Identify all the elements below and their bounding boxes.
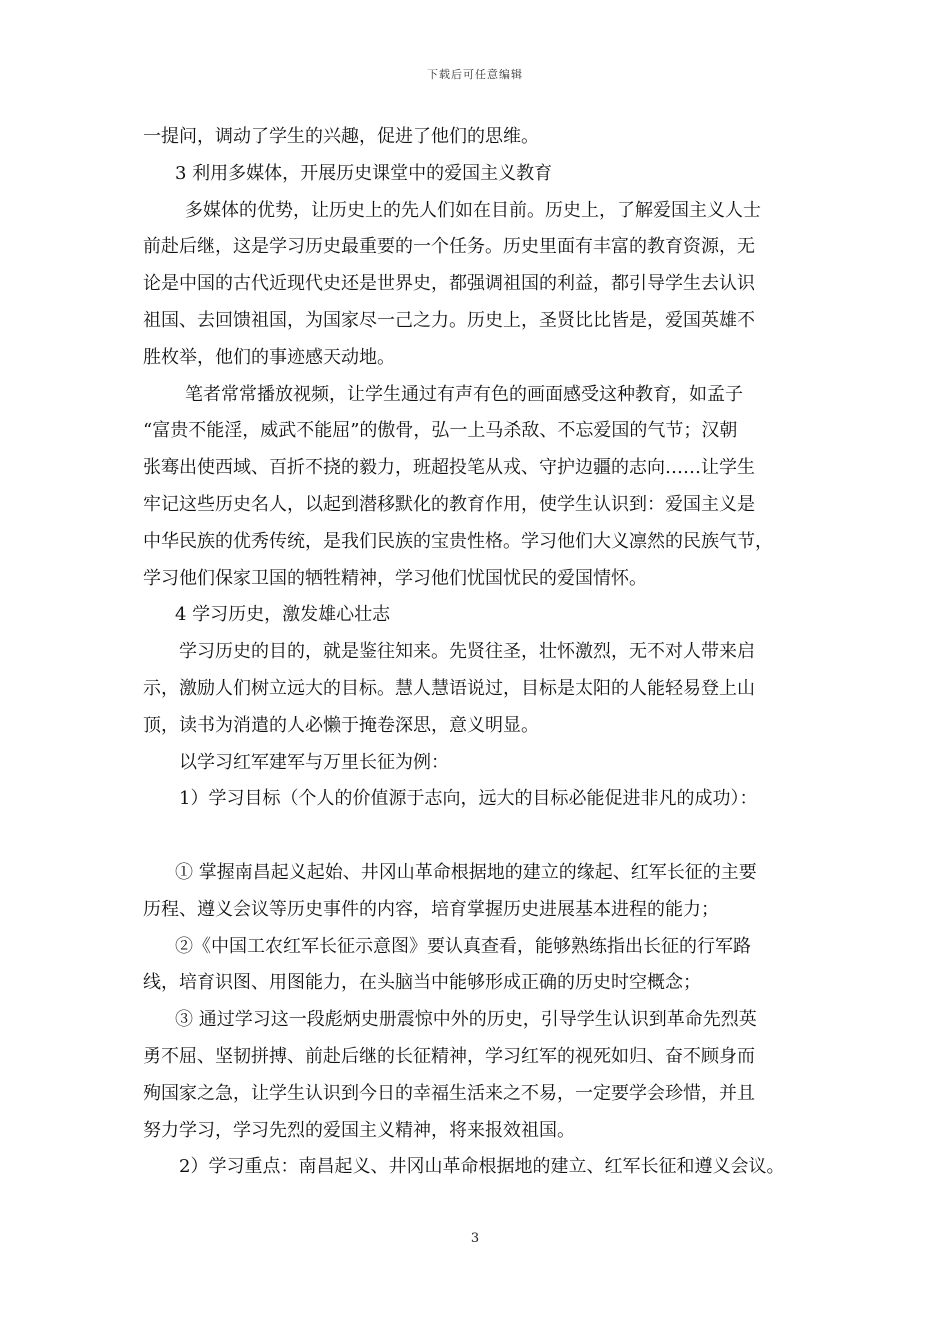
text-line: 多媒体的优势，让历史上的先人们如在目前。历史上，了解爱国主义人士 — [185, 199, 761, 221]
section-heading: 4 学习历史，激发雄心壮志 — [175, 604, 391, 626]
page-header: 下载后可任意编辑 — [427, 68, 523, 81]
text-line: 前赴后继，这是学习历史最重要的一个任务。历史里面有丰富的教育资源，无 — [143, 236, 755, 258]
text-line: 殉国家之急，让学生认识到今日的幸福生活来之不易，一定要学会珍惜，并且 — [143, 1082, 755, 1104]
list-item: ②《中国工农红军长征示意图》要认真查看，能够熟练指出长征的行军路 — [175, 935, 751, 957]
text-line: 顶，读书为消遣的人必懒于掩卷深思，意义明显。 — [143, 714, 539, 736]
text-line: 努力学习，学习先烈的爱国主义精神，将来报效祖国。 — [143, 1119, 575, 1141]
text-line: 胜枚举，他们的事迹感天动地。 — [143, 346, 395, 368]
text-line: 学习历史的目的，就是鉴往知来。先贤往圣，壮怀激烈，无不对人带来启 — [179, 641, 755, 663]
text-line: 示，激励人们树立远大的目标。慧人慧语说过，目标是太阳的人能轻易登上山 — [143, 677, 755, 699]
text-line: 线，培育识图、用图能力，在头脑当中能够形成正确的历史时空概念； — [143, 972, 701, 994]
text-line: 张骞出使西域、百折不挠的毅力，班超投笔从戎、守护边疆的志向……让学生 — [143, 457, 755, 479]
text-line: 一提问，调动了学生的兴趣，促进了他们的思维。 — [143, 126, 539, 147]
text-line: 2）学习重点：南昌起义、井冈山革命根据地的建立、红军长征和遵义会议。 — [179, 1156, 785, 1178]
text-line: 祖国、去回馈祖国，为国家尽一己之力。历史上，圣贤比比皆是，爱国英雄不 — [143, 309, 755, 331]
text-line: 笔者常常播放视频，让学生通过有声有色的画面感受这种教育，如孟子 — [185, 383, 743, 405]
text-line: 历程、遵义会议等历史事件的内容，培育掌握历史进展基本进程的能力； — [143, 898, 719, 920]
text-line: 勇不屈、坚韧拼搏、前赴后继的长征精神，学习红军的视死如归、奋不顾身而 — [143, 1045, 755, 1067]
blank-line — [143, 818, 833, 855]
list-item: ① 掌握南昌起义起始、井冈山革命根据地的建立的缘起、红军长征的主要 — [175, 861, 757, 883]
text-line: 学习他们保家卫国的牺牲精神，学习他们忧国忧民的爱国情怀。 — [143, 567, 647, 589]
text-line: 1）学习目标（个人的价值源于志向，远大的目标必能促进非凡的成功）： — [179, 788, 758, 810]
list-item: ③ 通过学习这一段彪炳史册震惊中外的历史，引导学生认识到革命先烈英 — [175, 1009, 757, 1031]
document-body — [143, 119, 833, 1186]
text-line: 中华民族的优秀传统，是我们民族的宝贵性格。学习他们大义凛然的民族气节， — [143, 530, 773, 552]
page-number: 3 — [470, 1231, 480, 1246]
text-line: 牢记这些历史名人，以起到潜移默化的教育作用，使学生认识到：爱国主义是 — [143, 493, 755, 515]
text-line: 论是中国的古代近现代史还是世界史，都强调祖国的利益，都引导学生去认识 — [143, 273, 755, 295]
text-line: “富贵不能淫，威武不能屈”的傲骨，弘一上马杀敌、不忘爱国的气节；汉朝 — [143, 420, 738, 442]
text-line: 以学习红军建军与万里长征为例： — [179, 751, 449, 773]
section-heading: 3 利用多媒体，开展历史课堂中的爱国主义教育 — [175, 162, 553, 184]
